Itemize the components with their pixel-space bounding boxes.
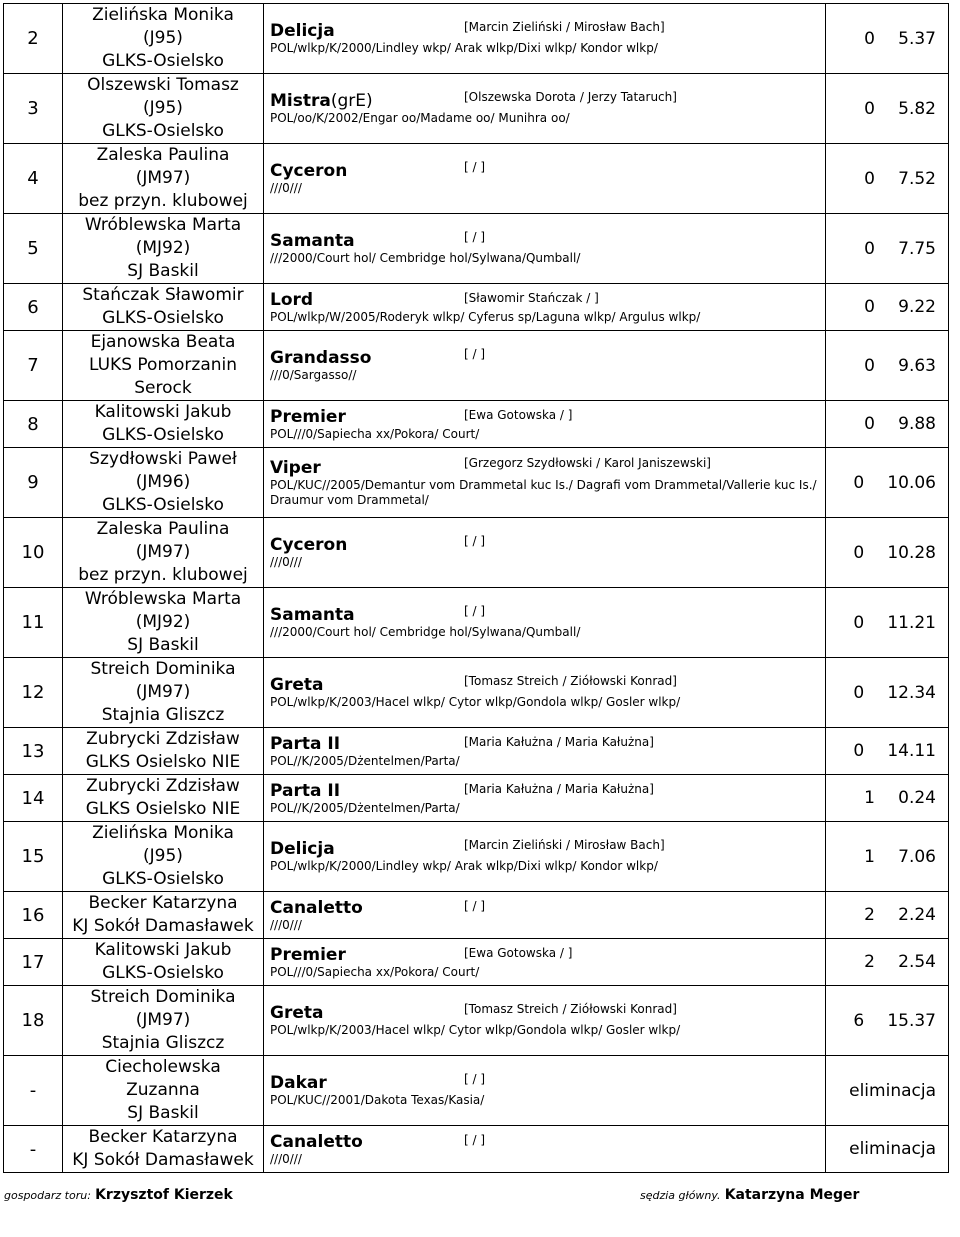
pedigree-line: POL/KUC//2001/Dakota Texas/Kasia/ (270, 1093, 485, 1107)
table-row (4, 284, 949, 331)
rider-line: Zubrycki Zdzisław (86, 729, 240, 749)
position-cell: 4 (4, 144, 63, 214)
horse-cell (264, 448, 826, 518)
pedigree-line: POL//K/2005/Dżentelmen/Parta/ (270, 800, 460, 815)
time-value: 5.37 (898, 28, 936, 49)
horse-cell (264, 892, 826, 939)
time-value: 9.88 (898, 414, 936, 434)
position-cell: 15 (4, 822, 63, 892)
owner-breeder: [Ewa Gotowska / ] (464, 408, 573, 422)
judge-name: Katarzyna Meger (724, 1187, 860, 1203)
horse-name (270, 898, 825, 918)
rider-cell (63, 518, 264, 588)
owner-breeder: [Sławomir Stańczak / ] (464, 291, 599, 305)
time-value: 14.11 (887, 741, 936, 761)
time-value: 10.28 (887, 542, 936, 563)
table-row (4, 331, 949, 401)
horse-name-text: Delicja (270, 21, 335, 41)
rider-cell (63, 892, 264, 939)
rider-cell (63, 1056, 264, 1126)
rider-line: GLKS-Osielsko (102, 308, 224, 328)
rider-line: GLKS-Osielsko (102, 121, 224, 141)
rider-cell (63, 284, 264, 331)
rider-cell (63, 986, 264, 1056)
pedigree-line: POL/wlkp/K/2003/Hacel wlkp/ Cytor wlkp/Gondola wlkp/ Gosler wlkp/ (270, 695, 681, 709)
rider-line: Ciecholewska (105, 1057, 221, 1077)
owner-breeder: [ / ] (464, 347, 486, 361)
footer (4, 1187, 954, 1203)
horse-name-text: Lord (270, 289, 314, 310)
horse-name-text: Parta II (270, 733, 341, 754)
owner-breeder: [Maria Kałużna / Maria Kałużna] (464, 782, 654, 796)
owner-breeder: [Marcin Zieliński / Mirosław Bach] (464, 20, 665, 34)
rider-line: SJ Baskil (127, 261, 199, 281)
rider-line: (J95) (143, 846, 183, 866)
owner-breeder: [ / ] (464, 1133, 486, 1147)
horse-cell (264, 775, 826, 822)
position-cell: 13 (4, 728, 63, 775)
owner-breeder: [ / ] (464, 604, 486, 618)
rider-cell (63, 775, 264, 822)
rider-cell (63, 401, 264, 448)
time-value: 7.06 (898, 846, 936, 867)
rider-line: Zielińska Monika (92, 823, 234, 843)
position-cell: 10 (4, 518, 63, 588)
time-value: eliminacja (849, 1139, 936, 1159)
score-cell (826, 822, 949, 892)
table-row (4, 588, 949, 658)
rider-cell (63, 588, 264, 658)
score-cell (826, 728, 949, 775)
position-cell: 8 (4, 401, 63, 448)
rider-line: GLKS-Osielsko (102, 495, 224, 515)
rider-line: Stańczak Sławomir (82, 285, 244, 305)
pedigree-line: Draumur vom Drammetal/ (270, 492, 429, 507)
table-row (4, 728, 949, 775)
score-cell (826, 74, 949, 144)
time-value: 0.24 (898, 788, 936, 808)
horse-cell (264, 4, 826, 74)
time-value: 7.52 (898, 168, 936, 189)
pedigree-line: ///0/// (270, 555, 302, 569)
table-row (4, 401, 949, 448)
time-value: 11.21 (887, 612, 936, 633)
owner-breeder: [ / ] (464, 1072, 486, 1086)
rider-line: (JM97) (135, 168, 191, 188)
horse-name-text: Parta II (270, 780, 341, 801)
horse-cell (264, 331, 826, 401)
score-cell (826, 588, 949, 658)
position-cell: 18 (4, 986, 63, 1056)
rider-line: GLKS-Osielsko (102, 51, 224, 71)
results-body (4, 4, 949, 1173)
rider-line: KJ Sokół Damasławek (72, 1150, 254, 1170)
score-cell (826, 401, 949, 448)
rider-line: Zuzanna (126, 1080, 200, 1100)
position-cell: 12 (4, 658, 63, 728)
rider-line: Ejanowska Beata (90, 332, 236, 352)
pedigree-line: POL///0/Sapiecha xx/Pokora/ Court/ (270, 426, 480, 441)
rider-cell (63, 448, 264, 518)
horse-name-text: Greta (270, 675, 324, 695)
score-cell (826, 518, 949, 588)
rider-cell (63, 1126, 264, 1173)
position-cell: 5 (4, 214, 63, 284)
rider-cell (63, 74, 264, 144)
pedigree-line: POL/wlkp/K/2003/Hacel wlkp/ Cytor wlkp/Gondola wlkp/ Gosler wlkp/ (270, 1023, 681, 1037)
horse-name-text: Premier (270, 406, 346, 427)
rider-line: Zubrycki Zdzisław (86, 776, 240, 796)
table-row (4, 4, 949, 74)
owner-breeder: [Ewa Gotowska / ] (464, 946, 573, 960)
horse-name-text: Greta (270, 1003, 324, 1023)
horse-cell (264, 1126, 826, 1173)
rider-line: Streich Dominika (90, 659, 236, 679)
rider-line: (MJ92) (135, 612, 191, 632)
score-cell (826, 284, 949, 331)
horse-name (270, 348, 825, 368)
time-value: 7.75 (898, 238, 936, 259)
penalty-value: 2 (864, 905, 875, 925)
rider-cell (63, 331, 264, 401)
owner-breeder: [ / ] (464, 230, 486, 244)
horse-name-text: Samanta (270, 231, 355, 251)
rider-cell (63, 214, 264, 284)
rider-line: LUKS Pomorzanin (88, 355, 238, 375)
owner-breeder: [Tomasz Streich / Ziółowski Konrad] (464, 674, 677, 688)
horse-cell (264, 939, 826, 986)
time-value: 2.54 (898, 952, 936, 972)
horse-name (270, 1073, 825, 1093)
horse-name-text: Cyceron (270, 535, 348, 555)
position-cell: - (4, 1126, 63, 1173)
judge-block (640, 1187, 859, 1203)
table-row (4, 939, 949, 986)
rider-line: bez przyn. klubowej (78, 565, 248, 585)
horse-name (270, 231, 825, 251)
pedigree-line: POL/KUC//2005/Demantur vom Drammetal kuc Is./ Dagrafi vom Drammetal/Vallerie kuc Is./ (270, 477, 817, 492)
pedigree-line: ///0/// (270, 917, 302, 932)
pedigree-line: ///2000/Court hol/ Cembridge hol/Sylwana/Qumball/ (270, 251, 581, 265)
rider-line: Wróblewska Marta (84, 215, 242, 235)
table-row (4, 658, 949, 728)
table-row (4, 144, 949, 214)
position-cell: 3 (4, 74, 63, 144)
rider-line: GLKS Osielsko NIE (85, 752, 241, 772)
judge-label: sędzia główny. (640, 1189, 721, 1202)
position-cell: 7 (4, 331, 63, 401)
owner-breeder: [Marcin Zieliński / Mirosław Bach] (464, 838, 665, 852)
horse-name-text: Grandasso (270, 348, 372, 368)
horse-name-text: Canaletto (270, 1131, 363, 1152)
horse-name-text: Premier (270, 944, 346, 965)
rider-cell (63, 728, 264, 775)
horse-name-text: Dakar (270, 1073, 327, 1093)
penalty-value: 0 (853, 542, 865, 563)
table-row (4, 448, 949, 518)
rider-line: Serock (134, 378, 192, 398)
rider-line: SJ Baskil (127, 635, 199, 655)
rider-cell (63, 144, 264, 214)
time-value: 15.37 (887, 1010, 936, 1031)
score-cell (826, 775, 949, 822)
penalty-value: 0 (864, 414, 875, 434)
penalty-value: 0 (864, 168, 875, 189)
rider-line: (JM96) (135, 472, 191, 492)
penalty-value: 0 (853, 741, 865, 761)
course-designer-label: gospodarz toru: (4, 1189, 91, 1202)
rider-line: Zaleska Paulina (96, 145, 230, 165)
rider-line: (J95) (143, 98, 183, 118)
horse-name (270, 1132, 825, 1152)
horse-cell (264, 986, 826, 1056)
time-value: eliminacja (849, 1080, 936, 1101)
penalty-value: 1 (864, 788, 875, 808)
horse-name-text: Cyceron (270, 161, 348, 181)
course-designer-name: Krzysztof Kierzek (95, 1187, 233, 1203)
results-table (3, 3, 949, 1173)
rider-line: bez przyn. klubowej (78, 191, 248, 211)
score-cell (826, 214, 949, 284)
horse-cell (264, 284, 826, 331)
pedigree-line: POL/wlkp/W/2005/Roderyk wlkp/ Cyferus sp/Laguna wlkp/ Argulus wlkp/ (270, 309, 701, 324)
horse-name (270, 161, 825, 181)
position-cell: 14 (4, 775, 63, 822)
rider-line: Zaleska Paulina (96, 519, 230, 539)
horse-cell (264, 214, 826, 284)
score-cell (826, 331, 949, 401)
horse-name-text: Samanta (270, 605, 355, 625)
horse-cell (264, 1056, 826, 1126)
rider-line: Szydłowski Paweł (89, 449, 237, 469)
position-cell: 17 (4, 939, 63, 986)
time-value: 2.24 (898, 905, 936, 925)
owner-breeder: [Grzegorz Szydłowski / Karol Janiszewski] (464, 456, 711, 470)
penalty-value: 0 (864, 297, 875, 317)
penalty-value: 6 (853, 1010, 865, 1031)
rider-cell (63, 822, 264, 892)
horse-name (270, 535, 825, 555)
pedigree-line: ///2000/Court hol/ Cembridge hol/Sylwana/Qumball/ (270, 625, 581, 639)
horse-cell (264, 728, 826, 775)
horse-cell (264, 822, 826, 892)
horse-name-text: Canaletto (270, 897, 363, 918)
table-row (4, 822, 949, 892)
pedigree-line: ///0/// (270, 181, 302, 195)
owner-breeder: [Maria Kałużna / Maria Kałużna] (464, 735, 654, 749)
time-value: 9.22 (898, 297, 936, 317)
time-value: 9.63 (898, 355, 936, 376)
horse-cell (264, 144, 826, 214)
horse-name-text: Mistra (270, 91, 331, 111)
penalty-value: 0 (864, 98, 875, 119)
rider-line: Zielińska Monika (92, 5, 234, 25)
penalty-value: 0 (853, 682, 865, 703)
table-row (4, 214, 949, 284)
rider-line: Becker Katarzyna (88, 893, 238, 913)
time-value: 10.06 (887, 472, 936, 493)
rider-line: Kalitowski Jakub (94, 940, 232, 960)
penalty-value: 0 (853, 472, 865, 493)
table-row (4, 74, 949, 144)
position-cell: 6 (4, 284, 63, 331)
horse-name-text: Delicja (270, 839, 335, 859)
rider-line: GLKS-Osielsko (102, 425, 224, 445)
rider-cell (63, 658, 264, 728)
pedigree-line: POL/wlkp/K/2000/Lindley wkp/ Arak wlkp/Dixi wlkp/ Kondor wlkp/ (270, 859, 658, 873)
rider-line: Kalitowski Jakub (94, 402, 232, 422)
table-row (4, 892, 949, 939)
table-row (4, 1056, 949, 1126)
table-row (4, 986, 949, 1056)
rider-line: (JM97) (135, 682, 191, 702)
position-cell: 11 (4, 588, 63, 658)
rider-line: GLKS Osielsko NIE (85, 799, 241, 819)
pedigree-line: ///0/Sargasso// (270, 368, 357, 382)
rider-line: GLKS-Osielsko (102, 869, 224, 889)
pedigree-line: ///0/// (270, 1151, 302, 1166)
table-row (4, 1126, 949, 1173)
pedigree-line: POL/oo/K/2002/Engar oo/Madame oo/ Munihra oo/ (270, 111, 570, 125)
penalty-value: 0 (864, 238, 875, 259)
rider-line: (JM97) (135, 1010, 191, 1030)
penalty-value: 0 (853, 612, 865, 633)
pedigree-line: POL/wlkp/K/2000/Lindley wkp/ Arak wlkp/Dixi wlkp/ Kondor wlkp/ (270, 41, 658, 55)
rider-line: Wróblewska Marta (84, 589, 242, 609)
score-cell (826, 892, 949, 939)
score-cell (826, 1056, 949, 1126)
rider-cell (63, 4, 264, 74)
score-cell (826, 4, 949, 74)
position-cell: 16 (4, 892, 63, 939)
rider-cell (63, 939, 264, 986)
penalty-value: 0 (864, 28, 875, 49)
rider-line: Becker Katarzyna (88, 1127, 238, 1147)
rider-line: GLKS-Osielsko (102, 963, 224, 983)
rider-line: (MJ92) (135, 238, 191, 258)
pedigree-line: POL///0/Sapiecha xx/Pokora/ Court/ (270, 964, 480, 979)
rider-line: SJ Baskil (127, 1103, 199, 1123)
rider-line: (J95) (143, 28, 183, 48)
position-cell: 2 (4, 4, 63, 74)
owner-breeder: [Tomasz Streich / Ziółowski Konrad] (464, 1002, 677, 1016)
rider-line: (JM97) (135, 542, 191, 562)
score-cell (826, 986, 949, 1056)
table-row (4, 775, 949, 822)
rider-line: Olszewski Tomasz (87, 75, 239, 95)
horse-cell (264, 74, 826, 144)
time-value: 5.82 (898, 98, 936, 119)
owner-breeder: [ / ] (464, 534, 486, 548)
position-cell: 9 (4, 448, 63, 518)
position-cell: - (4, 1056, 63, 1126)
score-cell (826, 448, 949, 518)
rider-line: Stajnia Gliszcz (101, 705, 225, 725)
penalty-value: 0 (864, 355, 875, 376)
score-cell (826, 658, 949, 728)
horse-cell (264, 658, 826, 728)
horse-cell (264, 518, 826, 588)
rider-line: KJ Sokół Damasławek (72, 916, 254, 936)
rider-line: Stajnia Gliszcz (101, 1033, 225, 1053)
horse-name (270, 605, 825, 625)
rider-line: Streich Dominika (90, 987, 236, 1007)
score-cell (826, 939, 949, 986)
owner-breeder: [ / ] (464, 160, 486, 174)
penalty-value: 2 (864, 952, 875, 972)
horse-cell (264, 588, 826, 658)
horse-name-text: Viper (270, 457, 321, 478)
table-row (4, 518, 949, 588)
horse-name-suffix: (grE) (330, 91, 373, 111)
score-cell (826, 1126, 949, 1173)
owner-breeder: [Olszewska Dorota / Jerzy Tataruch] (464, 90, 677, 104)
owner-breeder: [ / ] (464, 899, 486, 913)
score-cell (826, 144, 949, 214)
pedigree-line: POL//K/2005/Dżentelmen/Parta/ (270, 753, 460, 768)
horse-cell (264, 401, 826, 448)
penalty-value: 1 (864, 846, 875, 867)
time-value: 12.34 (887, 682, 936, 703)
